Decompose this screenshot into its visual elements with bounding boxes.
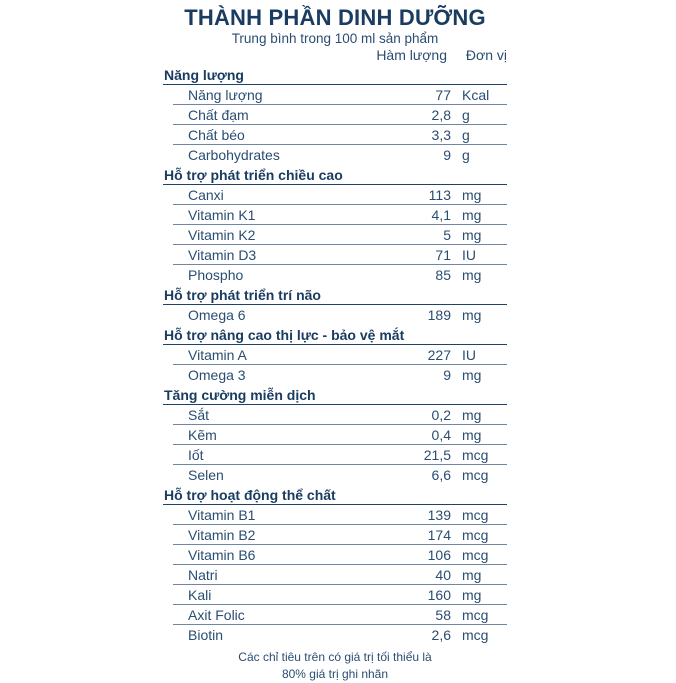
nutrient-row: [173, 265, 507, 285]
nutrient-row: [173, 545, 507, 565]
nutrient-unit: mg: [462, 567, 482, 583]
nutrient-name: Sắt: [188, 407, 210, 423]
page-title: THÀNH PHẦN DINH DƯỠNG: [184, 5, 486, 30]
nutrient-row: [173, 505, 507, 525]
nutrient-section: [163, 165, 507, 285]
footnote: [163, 649, 507, 683]
nutrient-row: [173, 145, 507, 165]
nutrient-row: [173, 405, 507, 425]
column-header-unit: Đơn vị: [465, 47, 507, 63]
nutrient-name: Canxi: [188, 187, 224, 203]
nutrient-value: 2,6: [431, 627, 451, 643]
nutrient-value: 9: [443, 147, 451, 163]
nutrient-name: Kali: [188, 587, 212, 603]
nutrient-row: [173, 625, 507, 645]
nutrient-section: [163, 325, 507, 385]
nutrient-unit: g: [462, 127, 470, 143]
nutrient-unit: mg: [462, 427, 482, 443]
section-title: Hỗ trợ hoạt động thể chất: [163, 485, 507, 505]
nutrient-unit: mg: [462, 227, 482, 243]
nutrient-row: [173, 445, 507, 465]
nutrient-name: Iốt: [188, 447, 204, 463]
section-title: Hỗ trợ phát triển chiều cao: [163, 165, 507, 185]
nutrient-row: [173, 365, 507, 385]
section-title: Năng lượng: [163, 65, 507, 85]
nutrient-unit: mcg: [462, 547, 489, 563]
nutrient-row: [173, 225, 507, 245]
nutrient-value: 174: [427, 527, 451, 543]
section-rows: [163, 405, 507, 485]
column-header: [163, 47, 507, 65]
nutrient-name: Vitamin B6: [188, 547, 256, 563]
nutrient-section: [163, 485, 507, 645]
nutrient-value: 77: [435, 87, 451, 103]
section-rows: [163, 345, 507, 385]
section-title: Hỗ trợ phát triển trí não: [163, 285, 507, 305]
nutrient-value: 3,3: [431, 127, 451, 143]
section-title: Hỗ trợ nâng cao thị lực - bảo vệ mắt: [163, 325, 507, 345]
nutrient-unit: mg: [462, 187, 482, 203]
column-header-amount: Hàm lượng: [376, 47, 447, 63]
nutrient-name: Vitamin B1: [188, 507, 256, 523]
nutrient-name: Vitamin K1: [188, 207, 256, 223]
nutrient-unit: IU: [462, 247, 476, 263]
nutrient-unit: g: [462, 107, 470, 123]
nutrient-name: Vitamin A: [188, 347, 247, 363]
nutrient-unit: mcg: [462, 627, 489, 643]
nutrient-unit: mcg: [462, 607, 489, 623]
section-rows: [163, 85, 507, 165]
nutrient-name: Vitamin B2: [188, 527, 256, 543]
nutrient-name: Vitamin K2: [188, 227, 256, 243]
nutrient-value: 106: [427, 547, 451, 563]
nutrient-value: 0,2: [431, 407, 451, 423]
nutrient-row: [173, 565, 507, 585]
nutrient-value: 0,4: [431, 427, 451, 443]
nutrient-section: [163, 65, 507, 165]
nutrient-row: [173, 205, 507, 225]
nutrient-name: Chất béo: [188, 127, 245, 143]
nutrient-unit: mg: [462, 207, 482, 223]
nutrient-row: [173, 345, 507, 365]
section-title: Tăng cường miễn dịch: [163, 385, 507, 405]
nutrient-row: [173, 85, 507, 105]
nutrient-row: [173, 305, 507, 325]
nutrient-name: Omega 6: [188, 307, 246, 323]
nutrient-value: 58: [435, 607, 451, 623]
footnote-line-2: 80% giá trị ghi nhãn: [281, 667, 389, 681]
nutrient-name: Biotin: [188, 627, 224, 643]
nutrient-name: Carbohydrates: [188, 147, 280, 163]
nutrient-row: [173, 105, 507, 125]
nutrition-panel: [163, 0, 507, 683]
nutrient-section: [163, 285, 507, 325]
nutrient-name: Năng lượng: [188, 87, 263, 103]
nutrient-value: 71: [435, 247, 451, 263]
nutrient-row: [173, 125, 507, 145]
nutrient-unit: mg: [462, 407, 482, 423]
nutrient-row: [173, 465, 507, 485]
nutrient-value: 21,5: [423, 447, 451, 463]
section-rows: [163, 505, 507, 645]
nutrient-value: 139: [427, 507, 451, 523]
nutrient-unit: mcg: [462, 527, 489, 543]
nutrient-value: 5: [443, 227, 451, 243]
nutrient-row: [173, 245, 507, 265]
nutrition-table: [163, 65, 507, 645]
nutrient-value: 9: [443, 367, 451, 383]
nutrient-value: 6,6: [431, 467, 451, 483]
section-rows: [163, 185, 507, 285]
nutrient-value: 40: [435, 567, 451, 583]
nutrient-value: 2,8: [431, 107, 451, 123]
nutrient-name: Selen: [188, 467, 224, 483]
nutrient-section: [163, 385, 507, 485]
nutrient-name: Phospho: [188, 267, 244, 283]
nutrient-value: 4,1: [431, 207, 451, 223]
nutrient-unit: g: [462, 147, 470, 163]
nutrient-name: Omega 3: [188, 367, 246, 383]
nutrient-row: [173, 425, 507, 445]
section-rows: [163, 305, 507, 325]
nutrient-name: Chất đạm: [188, 107, 249, 123]
nutrient-row: [173, 585, 507, 605]
nutrient-unit: mcg: [462, 467, 489, 483]
nutrient-name: Axit Folic: [188, 607, 245, 623]
nutrient-row: [173, 605, 507, 625]
nutrient-unit: mg: [462, 367, 482, 383]
nutrient-unit: mg: [462, 587, 482, 603]
nutrient-value: 113: [428, 187, 451, 203]
nutrient-unit: mcg: [462, 447, 489, 463]
nutrient-name: Vitamin D3: [188, 247, 257, 263]
nutrient-row: [173, 185, 507, 205]
nutrient-name: Kẽm: [188, 427, 217, 443]
nutrient-unit: Kcal: [462, 87, 490, 103]
nutrient-name: Natri: [188, 567, 218, 583]
nutrient-unit: mg: [462, 307, 482, 323]
nutrient-unit: mcg: [462, 507, 489, 523]
nutrient-unit: IU: [462, 347, 476, 363]
nutrient-value: 189: [427, 307, 451, 323]
nutrient-value: 85: [435, 267, 451, 283]
footnote-line-1: Các chỉ tiêu trên có giá trị tối thiểu là: [238, 650, 432, 664]
nutrient-value: 160: [427, 587, 451, 603]
page-subtitle: Trung bình trong 100 ml sản phẩm: [231, 31, 439, 46]
nutrient-unit: mg: [462, 267, 482, 283]
nutrient-value: 227: [427, 347, 451, 363]
nutrient-row: [173, 525, 507, 545]
